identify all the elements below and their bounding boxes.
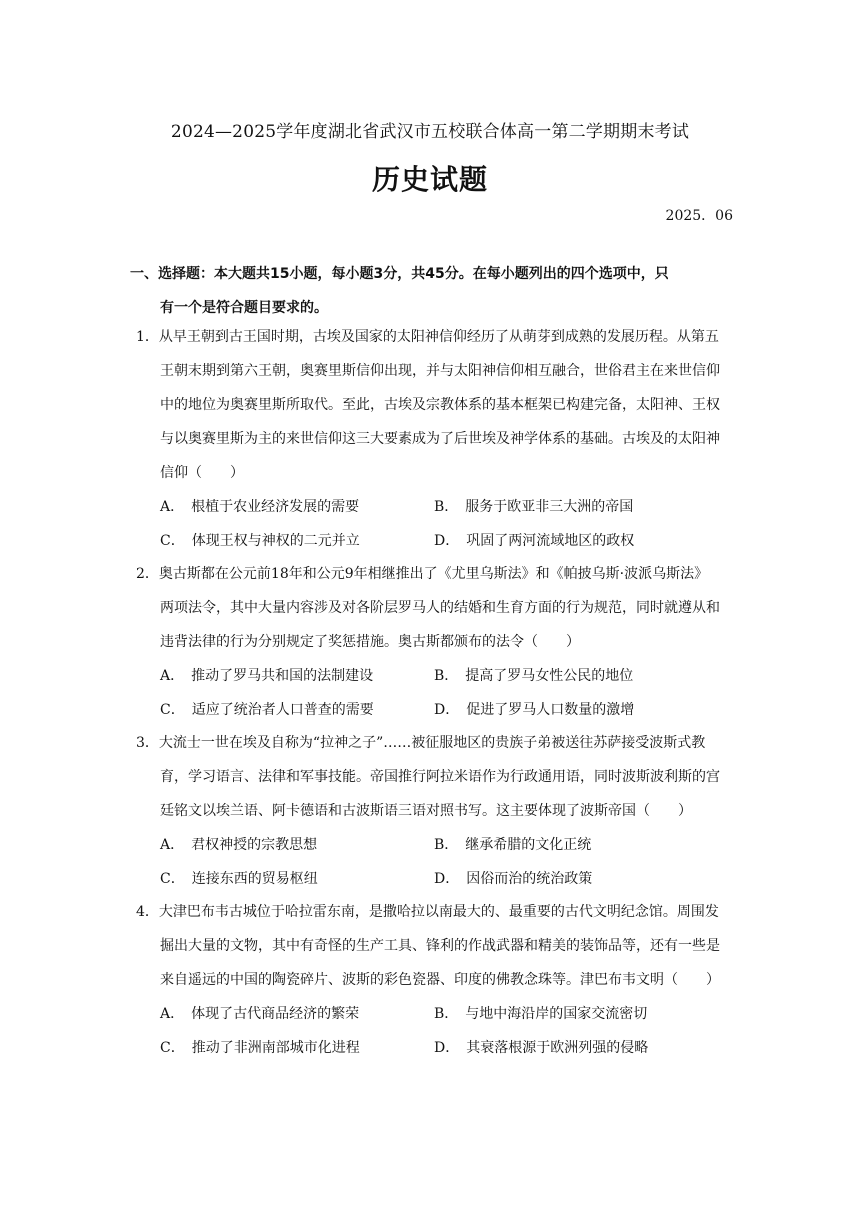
option-d: D． 促进了罗马人口数量的激增 (434, 702, 635, 718)
option-a: A． 君权神授的宗教思想 (160, 837, 318, 853)
options-row (136, 524, 736, 558)
question-text-line: 掘出大量的文物，其中有奇怪的生产工具、锋利的作战武器和精美的装饰品等，还有一些是 (160, 938, 720, 954)
question-3 (136, 726, 736, 896)
options-row (136, 659, 736, 693)
question-1 (136, 320, 736, 558)
section-heading-line: 一、选择题：本大题共15小题，每小题3分，共45分。在每小题列出的四个选项中，只 (130, 266, 669, 282)
subject-title: 历史试题 (371, 163, 488, 196)
question-text-line: 育，学习语言、法律和军事技能。帝国推行阿拉米语作为行政通用语，同时波斯波利斯的宫 (160, 769, 720, 785)
question-text-line: 违背法律的行为分别规定了奖惩措施。奥古斯都颁布的法令（ ） (160, 634, 580, 650)
option-c: C． 连接东西的贸易枢纽 (160, 871, 318, 887)
question-text-line: 王朝末期到第六王朝，奥赛里斯信仰出现，并与太阳神信仰相互融合，世俗君主在来世信仰 (160, 363, 720, 379)
question-4 (136, 895, 736, 1065)
question-text-line: 信仰（ ） (160, 465, 244, 481)
exam-date: 2025．06 (665, 208, 733, 224)
question-text-line: 中的地位为奥赛里斯所取代。至此，古埃及宗教体系的基本框架已构建完备，太阳神、王权 (160, 397, 720, 413)
options-row (136, 862, 736, 896)
option-c: C． 适应了统治者人口普查的需要 (160, 702, 374, 718)
options-row (136, 693, 736, 727)
option-d: D． 巩固了两河流域地区的政权 (434, 533, 635, 549)
section-heading (130, 257, 735, 325)
exam-title: 2024—2025学年度湖北省武汉市五校联合体高一第二学期期末考试 (170, 122, 690, 142)
question-text-line: 廷铭文以埃兰语、阿卡德语和古波斯语三语对照书写。这主要体现了波斯帝国（ ） (160, 803, 692, 819)
options-row (136, 1031, 736, 1065)
options-row (136, 490, 736, 524)
option-a: A． 根植于农业经济发展的需要 (160, 499, 360, 515)
option-d: D． 因俗而治的统治政策 (434, 871, 593, 887)
option-b: B． 提高了罗马女性公民的地位 (434, 668, 634, 684)
question-text-line: 1．从早王朝到古王国时期，古埃及国家的太阳神信仰经历了从萌芽到成熟的发展历程。从第五 (136, 329, 719, 345)
option-c: C． 体现王权与神权的二元并立 (160, 533, 360, 549)
option-a: A． 推动了罗马共和国的法制建设 (160, 668, 374, 684)
option-a: A． 体现了古代商品经济的繁荣 (160, 1006, 360, 1022)
question-text-line: 2．奥古斯都在公元前18年和公元9年相继推出了《尤里乌斯法》和《帕披乌斯·波派乌斯法》 (136, 566, 709, 582)
question-text-line: 4．大津巴布韦古城位于哈拉雷东南，是撒哈拉以南最大的、最重要的古代文明纪念馆。周围发 (136, 904, 719, 920)
options-row (136, 997, 736, 1031)
question-text-line: 两项法令，其中大量内容涉及对各阶层罗马人的结婚和生育方面的行为规范，同时就遵从和 (160, 600, 720, 616)
option-b: B． 继承希腊的文化正统 (434, 837, 592, 853)
option-b: B． 服务于欧亚非三大洲的帝国 (434, 499, 634, 515)
question-text-line: 3．大流士一世在埃及自称为“拉神之子”……被征服地区的贵族子弟被送往苏萨接受波斯式教 (136, 735, 706, 751)
section-heading-line: 有一个是符合题目要求的。 (160, 300, 328, 316)
option-b: B． 与地中海沿岸的国家交流密切 (434, 1006, 648, 1022)
options-row (136, 828, 736, 862)
question-text-line: 与以奥赛里斯为主的来世信仰这三大要素成为了后世埃及神学体系的基础。古埃及的太阳神 (160, 431, 720, 447)
question-2 (136, 557, 736, 727)
option-d: D． 其衰落根源于欧洲列强的侵略 (434, 1040, 649, 1056)
question-text-line: 来自遥远的中国的陶瓷碎片、波斯的彩色瓷器、印度的佛教念珠等。津巴布韦文明（ ） (160, 972, 720, 988)
option-c: C． 推动了非洲南部城市化进程 (160, 1040, 360, 1056)
